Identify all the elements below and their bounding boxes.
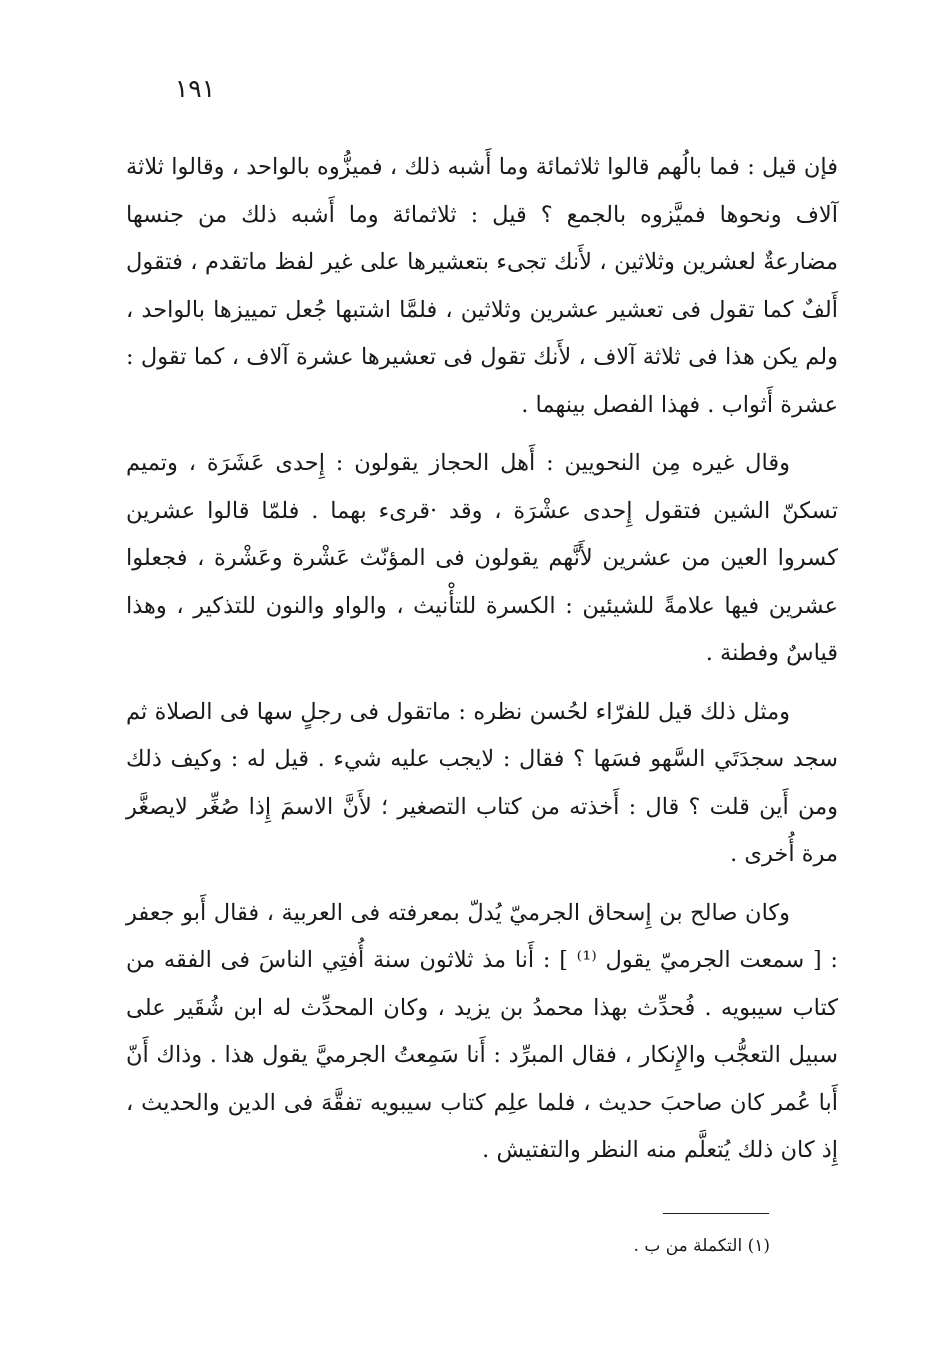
main-text: [126, 144, 838, 1186]
paragraph-2: وقال غيره مِن النحويين : أَهل الحجاز يقولون : إِحدى عَشَرَة ، وتميم تسكنّ الشين فتقول إِحدى عشْرَة ، وقد ·قرىء بهما . فلمّا قالوا عشرين كسروا العين من عشرين لأَنَّهم يقولون فى المؤنّث عَشْرة وعَشْرة ، فجعلوا عشرين فيها علامةً للشيئين : الكسرة للتأْنيث ، والواو والنون للتذكير ، وهذا قياسٌ وفطنة .: [126, 450, 838, 666]
footnote: (١) التكملة من ب .: [633, 1236, 770, 1256]
paragraph-4: وكان صالح بن إِسحاق الجرميّ يُدلّ بمعرفته فى العربية ، فقال أَبو جعفر : [ سمعت الجرميّ يقول ⁽¹⁾ ] : أَنا مذ ثلاثون سنة أُفتِي الناسَ فى الفقه من كتاب سيبويه . فُحدِّث بهذا محمدُ بن يزيد ، وكان المحدِّث له ابن شُقَير على سبيل التعجُّب والإِنكار ، فقال المبرِّد : أَنا سَمِعتُ الجرميَّ يقول هذا . وذاك أَنّ أَبا عُمر كان صاحبَ حديث ، فلما علِم كتاب سيبويه تفقَّهَ فى الدين والحديث ، إِذ كان ذلك يُتعلَّم منه النظر والتفتيش .: [126, 899, 839, 1163]
paragraph-3: ومثل ذلك قيل للفرّاء لحُسن نظره : ماتقول فى رجلٍ سها فى الصلاة ثم سجد سجدَتَي السَّهو فسَها ؟ فقال : لايجب عليه شيء . قيل له : وكيف ذلك ومن أَين قلت ؟ قال : أَخذته من كتاب التصغير ؛ لأَنَّ الاسمَ إِذا صُغِّر لايصغَّر مرة أُخرى .: [126, 698, 838, 867]
page-number: ١٩١: [174, 74, 216, 103]
footnote-divider: [663, 1213, 769, 1214]
paragraph-1: فإن قيل : فما بالُهم قالوا ثلاثمائة وما أَشبه ذلك ، فميزُّوه بالواحد ، وقالوا ثلاثة آلاف ونحوها فميَّزوه بالجمع ؟ قيل : ثلاثمائة وما أَشبه ذلك من جنسها مضارعةٌ لعشرين وثلاثين ، لأَنك تجىء بتعشيرها على غير لفظ ماتقدم ، فتقول أَلفٌ كما تقول فى تعشير عشرين وثلاثين ، فلمَّا اشتبها جُعل تمييزها بالواحد ، ولم يكن هذا فى ثلاثة آلاف ، لأَنك تقول فى تعشيرها عشرة آلاف ، كما تقول : عشرة أَثواب . فهذا الفصل بينهما .: [126, 154, 838, 418]
